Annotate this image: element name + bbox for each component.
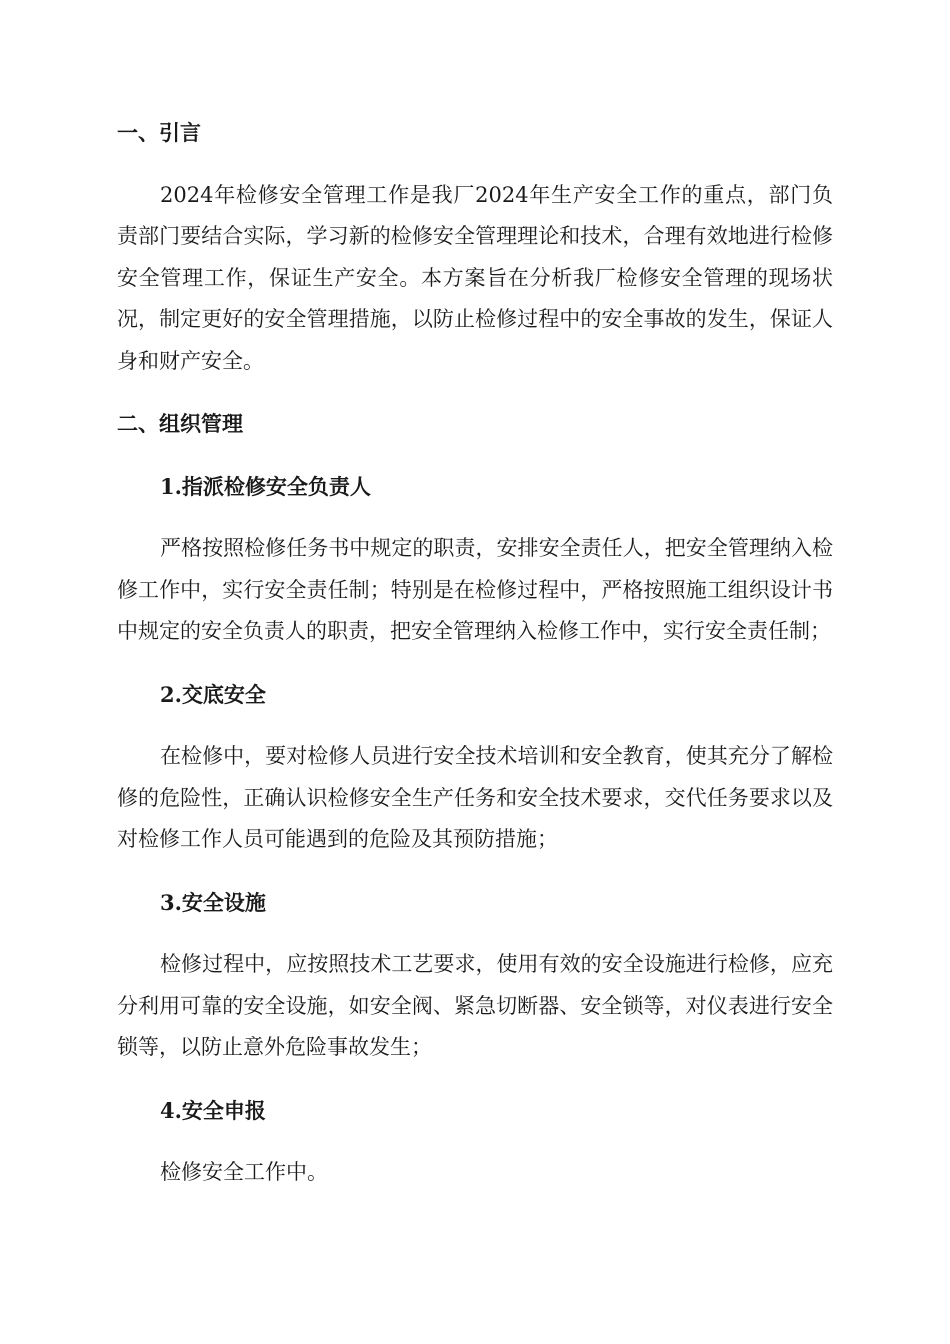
document-page	[117, 112, 833, 1215]
item-text-safety-facilities: 检修过程中，应按照技术工艺要求，使用有效的安全设施进行检修，应充分利用可靠的安全设施，如安全阀、紧急切断器、安全锁等，对仪表进行安全锁等，以防止意外危险事故发生；	[117, 952, 833, 1059]
section-heading-organization: 二、组织管理	[117, 411, 243, 436]
item-text-safety-briefing: 在检修中，要对检修人员进行安全技术培训和安全教育，使其充分了解检修的危险性，正确认识检修安全生产任务和安全技术要求，交代任务要求以及对检修工作人员可能遇到的危险及其预防措施；	[117, 744, 833, 851]
item-title-safety-lead: 1.指派检修安全负责人	[160, 473, 371, 499]
section-heading-introduction: 一、引言	[117, 120, 201, 145]
item-title-safety-facilities: 3.安全设施	[160, 889, 266, 915]
introduction-paragraph: 2024年检修安全管理工作是我厂2024年生产安全工作的重点，部门负责部门要结合实际，学习新的检修安全管理理论和技术，合理有效地进行检修安全管理工作，保证生产安全。本方案旨在分析我厂检修安全管理的现场状况，制定更好的安全管理措施，以防止检修过程中的安全事故的发生，保证人身和财产安全。	[117, 182, 833, 373]
item-text-safety-report: 检修安全工作中。	[160, 1160, 328, 1184]
item-text-safety-lead: 严格按照检修任务书中规定的职责，安排安全责任人，把安全管理纳入检修工作中，实行安全责任制；特别是在检修过程中，严格按照施工组织设计书中规定的安全负责人的职责，把安全管理纳入检修工作中，实行安全责任制；	[117, 536, 833, 643]
item-title-safety-briefing: 2.交底安全	[160, 681, 266, 707]
item-title-safety-report: 4.安全申报	[160, 1097, 266, 1123]
